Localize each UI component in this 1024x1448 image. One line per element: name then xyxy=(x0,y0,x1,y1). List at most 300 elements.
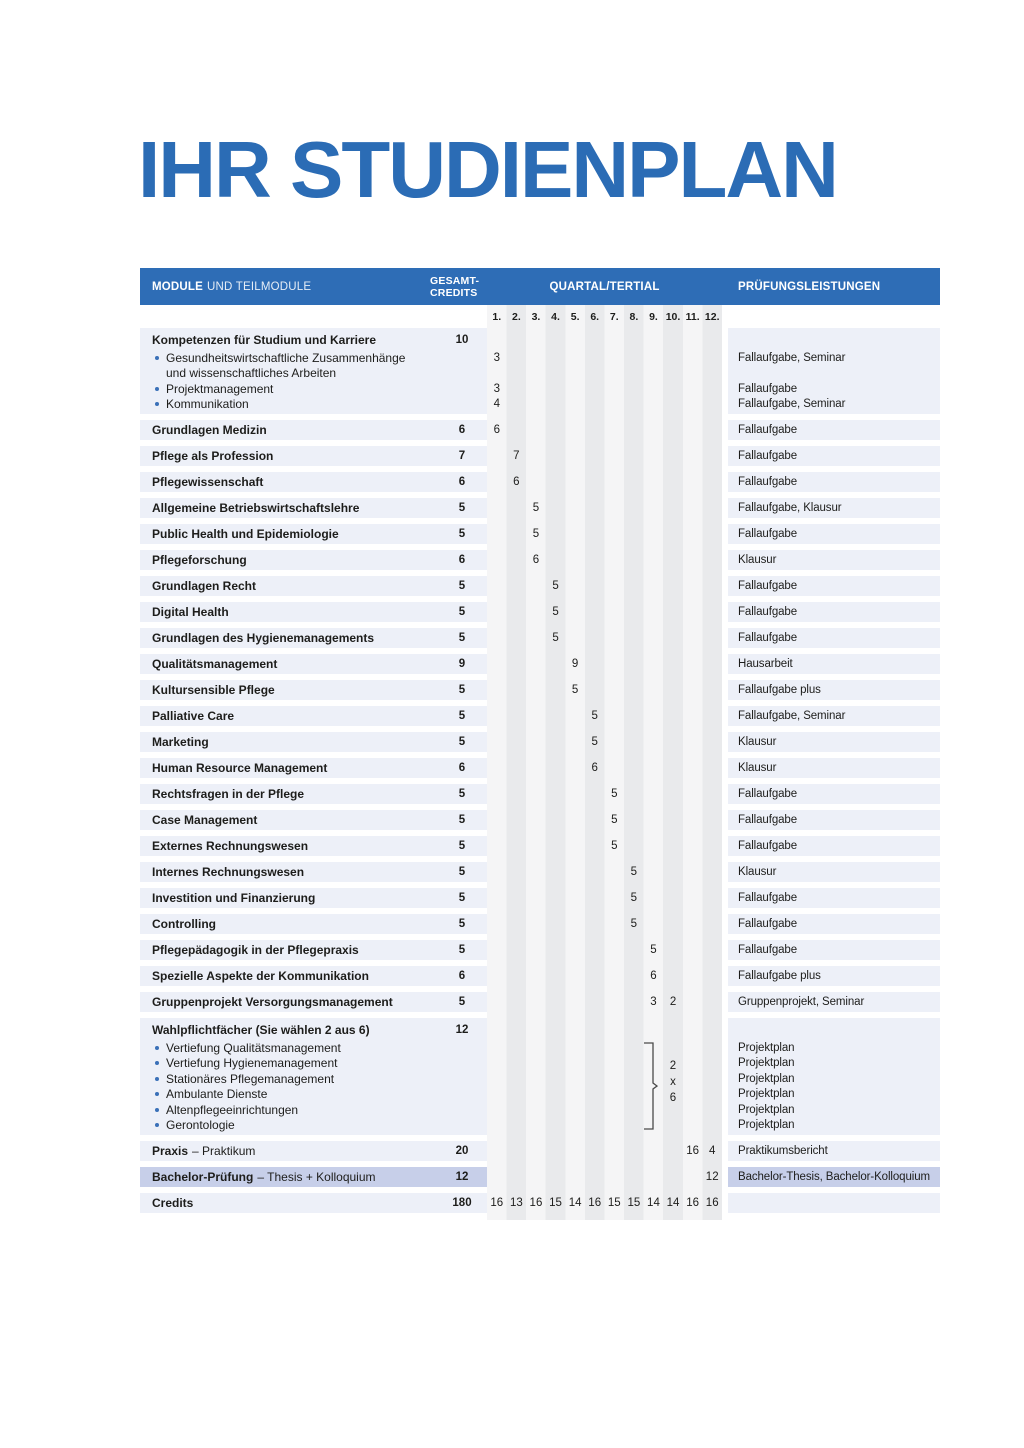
module-cell xyxy=(140,420,487,440)
module-text: Vertiefung Qualitätsmanagement xyxy=(166,1040,341,1055)
exam-line: Fallaufgabe xyxy=(738,892,797,904)
quartal-col-label: 7. xyxy=(609,310,619,323)
quartal-line xyxy=(487,602,722,622)
table-row xyxy=(140,654,940,674)
module-line xyxy=(140,628,487,648)
quartal-line xyxy=(487,576,722,596)
quartal-value: 14 xyxy=(568,1197,582,1209)
module-cell xyxy=(140,758,487,778)
module-title-text: Pflegewissenschaft xyxy=(152,475,264,489)
exam-line: Projektplan xyxy=(738,1072,795,1085)
exam-cell xyxy=(728,836,940,856)
module-title-text: Wahlpflichtfächer (Sie wählen 2 aus 6) xyxy=(152,1023,370,1037)
module-line xyxy=(140,1071,487,1087)
quartal-value: 6 xyxy=(650,970,657,982)
quartal-line xyxy=(487,350,722,366)
exam-line: Fallaufgabe xyxy=(738,788,797,800)
module-name xyxy=(140,1170,437,1184)
quartal-value: 15 xyxy=(627,1197,641,1209)
exam-line xyxy=(728,330,940,350)
studienplan-table xyxy=(140,268,940,1220)
quartal-cell xyxy=(487,328,722,414)
module-cell xyxy=(140,328,487,414)
bullet-icon xyxy=(155,1061,159,1065)
module-text: Ambulante Dienste xyxy=(166,1087,268,1102)
module-name xyxy=(140,813,437,827)
credits-value: 5 xyxy=(458,606,466,618)
module-name xyxy=(140,397,437,411)
table-row xyxy=(140,810,940,830)
quartal-value: 3 xyxy=(493,351,500,364)
module-line xyxy=(140,732,487,752)
module-line xyxy=(140,810,487,830)
exam-cell xyxy=(728,758,940,778)
module-name xyxy=(140,683,437,697)
module-cell xyxy=(140,1193,487,1213)
module-name xyxy=(140,579,437,593)
module-name xyxy=(140,917,437,931)
quartal-value: 7 xyxy=(513,450,520,462)
module-name xyxy=(140,501,437,515)
quartal-line xyxy=(487,966,722,986)
table-row xyxy=(140,1167,940,1187)
module-title-text: Externes Rechnungswesen xyxy=(152,839,309,853)
module-line xyxy=(140,888,487,908)
module-name xyxy=(140,631,437,645)
table-body xyxy=(140,328,940,1213)
module-line xyxy=(140,862,487,882)
module-line xyxy=(140,784,487,804)
module-line xyxy=(140,420,487,440)
quartal-line xyxy=(487,888,722,908)
exam-cell xyxy=(728,862,940,882)
module-line xyxy=(140,992,487,1012)
exam-cell xyxy=(728,732,940,752)
module-title-text: Pflegepädagogik in der Pflegepraxis xyxy=(152,943,359,957)
exam-line: Projektplan xyxy=(738,1119,795,1132)
module-line xyxy=(140,680,487,700)
module-cell xyxy=(140,784,487,804)
quartal-cell xyxy=(487,914,722,934)
credits-value: 180 xyxy=(452,1197,472,1209)
module-text: Gesundheitswirtschaftliche Zusammenhänge xyxy=(166,350,406,365)
quartal-line xyxy=(487,472,722,492)
quartal-value: 6 xyxy=(532,554,540,566)
quartal-line xyxy=(487,836,722,856)
module-text: Vertiefung Hygienemanagement xyxy=(166,1056,338,1071)
module-line xyxy=(140,940,487,960)
credits-value: 5 xyxy=(458,814,466,826)
quartal-col-label: 4. xyxy=(551,310,560,323)
module-name xyxy=(140,891,437,905)
credits-value: 10 xyxy=(455,334,469,346)
exam-line: Fallaufgabe xyxy=(738,840,797,852)
quartal-value: 5 xyxy=(532,502,540,514)
quartal-value: 5 xyxy=(532,528,540,540)
quartal-line xyxy=(487,784,722,804)
quartal-line xyxy=(487,397,722,413)
credits-value: 5 xyxy=(458,996,466,1008)
table-row xyxy=(140,992,940,1012)
module-line xyxy=(140,1087,487,1103)
table-row xyxy=(140,576,940,596)
module-name xyxy=(140,333,437,347)
module-title-text: Palliative Care xyxy=(152,709,235,723)
quartal-line xyxy=(487,680,722,700)
module-cell xyxy=(140,628,487,648)
module-cell xyxy=(140,836,487,856)
credits-value: 5 xyxy=(458,918,466,930)
module-line xyxy=(140,472,487,492)
module-name xyxy=(140,839,437,853)
quartal-value: 6 xyxy=(591,762,598,774)
quartal-cell xyxy=(487,524,722,544)
quartal-cell xyxy=(487,654,722,674)
module-line xyxy=(140,654,487,674)
quartal-line xyxy=(487,1102,722,1118)
module-line xyxy=(140,1141,487,1161)
header-credits-line1: GESAMT- xyxy=(430,274,480,287)
quartal-cell xyxy=(487,940,722,960)
credits-value: 7 xyxy=(458,450,466,462)
quartal-value: 9 xyxy=(571,658,579,670)
exam-line: Gruppenprojekt, Seminar xyxy=(738,996,865,1008)
module-name xyxy=(140,735,437,749)
exam-line xyxy=(728,1193,940,1213)
quartal-cell xyxy=(487,836,722,856)
quartal-value: 4 xyxy=(708,1145,716,1157)
table-row xyxy=(140,602,940,622)
exam-cell xyxy=(728,420,940,440)
quartal-cell xyxy=(487,888,722,908)
quartal-numbers-row xyxy=(140,305,940,328)
module-title-text: Case Management xyxy=(152,813,258,827)
exam-cell xyxy=(728,498,940,518)
module-name xyxy=(140,969,437,983)
module-title-text: Investition und Finanzierung xyxy=(152,891,316,905)
module-cell xyxy=(140,992,487,1012)
module-title-text: Gruppenprojekt Versorgungsmanagement xyxy=(152,995,393,1009)
module-line xyxy=(140,397,487,413)
exam-cell xyxy=(728,446,940,466)
exam-line: Fallaufgabe xyxy=(738,918,797,930)
exam-line: Fallaufgabe xyxy=(738,944,797,956)
bullet-icon xyxy=(155,1046,159,1050)
module-cell xyxy=(140,472,487,492)
exam-cell xyxy=(728,810,940,830)
module-line xyxy=(140,1040,487,1056)
table-row xyxy=(140,680,940,700)
credits-value: 12 xyxy=(455,1171,469,1183)
table-row xyxy=(140,940,940,960)
module-line xyxy=(140,446,487,466)
module-cell xyxy=(140,524,487,544)
credits-value: 5 xyxy=(458,684,466,696)
module-title-text: Spezielle Aspekte der Kommunikation xyxy=(152,969,369,983)
exam-cell xyxy=(728,628,940,648)
quartal-value: 3 xyxy=(650,996,657,1008)
bracket-label-line: x xyxy=(670,1076,676,1088)
module-title-text: Pflege als Profession xyxy=(152,449,274,463)
quartal-value: 16 xyxy=(705,1197,719,1209)
module-name xyxy=(140,1023,437,1037)
quartal-line xyxy=(487,862,722,882)
exam-line: Klausur xyxy=(738,866,777,878)
module-title-text: Grundlagen Recht xyxy=(152,579,257,593)
table-row xyxy=(140,420,940,440)
quartal-value: 16 xyxy=(588,1197,602,1209)
module-name xyxy=(140,527,437,541)
quartal-cell xyxy=(487,758,722,778)
credits-value: 5 xyxy=(458,502,466,514)
quartal-col-label: 5. xyxy=(570,310,580,323)
credits-value: 5 xyxy=(458,632,466,644)
module-line xyxy=(140,524,487,544)
quartal-cell xyxy=(487,966,722,986)
quartal-value: 5 xyxy=(552,632,559,644)
module-title-text: Controlling xyxy=(152,917,216,931)
quartal-value: 5 xyxy=(591,710,598,722)
table-row xyxy=(140,836,940,856)
quartal-col-label: 6. xyxy=(590,310,600,323)
module-title-text: Public Health und Epidemiologie xyxy=(152,527,339,541)
quartal-cell xyxy=(487,680,722,700)
exam-cell xyxy=(728,680,940,700)
exam-line: Fallaufgabe plus xyxy=(738,970,821,982)
module-name xyxy=(140,1087,437,1101)
quartal-line xyxy=(487,420,722,440)
module-cell xyxy=(140,914,487,934)
module-line xyxy=(140,1167,487,1187)
module-name xyxy=(140,351,437,365)
quartal-line xyxy=(487,446,722,466)
credits-value: 6 xyxy=(458,970,466,982)
quartal-col-label: 12. xyxy=(704,310,720,323)
exam-line: Klausur xyxy=(738,554,777,566)
exam-cell xyxy=(728,992,940,1012)
module-cell xyxy=(140,1018,487,1135)
exam-line: Fallaufgabe xyxy=(738,580,797,592)
bullet-icon xyxy=(155,1123,159,1127)
quartal-cell xyxy=(487,628,722,648)
quartal-line xyxy=(487,1167,722,1187)
module-title-text: Digital Health xyxy=(152,605,229,619)
quartal-line xyxy=(487,628,722,648)
quartal-cell xyxy=(487,992,722,1012)
table-row xyxy=(140,862,940,882)
bracket-label xyxy=(663,1058,683,1106)
quartal-value: 5 xyxy=(552,580,559,592)
quartal-value: 5 xyxy=(591,736,598,748)
module-cell xyxy=(140,706,487,726)
quartal-value: 13 xyxy=(509,1197,523,1209)
module-name xyxy=(140,1103,437,1117)
module-cell xyxy=(140,446,487,466)
module-title-text: Praxis xyxy=(152,1144,189,1158)
table-row xyxy=(140,914,940,934)
exam-cell xyxy=(728,524,940,544)
bullet-icon xyxy=(155,1092,159,1096)
module-title-text: Marketing xyxy=(152,735,209,749)
quartal-col-label: 1. xyxy=(492,310,502,323)
exam-line: Hausarbeit xyxy=(738,658,793,670)
quartal-cell xyxy=(487,576,722,596)
module-name xyxy=(140,943,437,957)
exam-cell xyxy=(728,654,940,674)
credits-value: 5 xyxy=(458,710,466,722)
module-name xyxy=(140,709,437,723)
module-name xyxy=(140,787,437,801)
quartal-line xyxy=(487,1118,722,1134)
exam-line xyxy=(728,366,940,382)
module-cell xyxy=(140,654,487,674)
exam-cell xyxy=(728,966,940,986)
module-text: Altenpflegeeinrichtungen xyxy=(166,1102,299,1117)
quartal-cell xyxy=(487,550,722,570)
quartal-value: 16 xyxy=(686,1145,700,1157)
module-line xyxy=(140,706,487,726)
quartal-value: 4 xyxy=(493,398,500,411)
exam-line: Klausur xyxy=(738,736,777,748)
quartal-line xyxy=(487,1056,722,1072)
quartal-line xyxy=(487,654,722,674)
quartal-cell xyxy=(487,706,722,726)
exam-line: Fallaufgabe xyxy=(738,476,797,488)
module-line xyxy=(140,366,487,382)
exam-cell xyxy=(728,576,940,596)
module-name xyxy=(140,1041,437,1055)
exam-line: Fallaufgabe xyxy=(738,424,797,436)
module-name xyxy=(140,1056,437,1070)
quartal-col-label: 2. xyxy=(511,310,521,323)
quartal-line xyxy=(487,498,722,518)
table-row xyxy=(140,1018,940,1135)
quartal-cell xyxy=(487,498,722,518)
module-text: – Thesis + Kolloquium xyxy=(257,1170,376,1184)
module-cell xyxy=(140,576,487,596)
table-row xyxy=(140,1141,940,1161)
quartal-line xyxy=(487,330,722,350)
quartal-value: 6 xyxy=(513,476,520,488)
quartal-line xyxy=(487,1071,722,1087)
credits-value: 6 xyxy=(458,554,466,566)
exam-line: Fallaufgabe, Seminar xyxy=(738,710,846,722)
quartal-cell xyxy=(487,810,722,830)
credits-value: 6 xyxy=(458,762,466,774)
module-name xyxy=(140,423,437,437)
quartal-cell xyxy=(487,602,722,622)
exam-line: Fallaufgabe, Klausur xyxy=(738,502,842,514)
module-cell xyxy=(140,888,487,908)
credits-value: 20 xyxy=(455,1145,469,1157)
module-line xyxy=(140,602,487,622)
exam-line: Fallaufgabe xyxy=(738,632,797,644)
module-cell xyxy=(140,680,487,700)
quartal-value: 5 xyxy=(630,866,638,878)
module-line xyxy=(140,836,487,856)
quartal-line xyxy=(487,1141,722,1161)
module-line xyxy=(140,576,487,596)
bracket-label-line: 6 xyxy=(669,1092,677,1104)
exam-line: Projektplan xyxy=(738,1103,795,1116)
module-title-text: Qualitätsmanagement xyxy=(152,657,278,671)
table-row xyxy=(140,888,940,908)
module-line xyxy=(140,1020,487,1040)
quartal-value: 16 xyxy=(529,1197,543,1209)
quartal-cell xyxy=(487,862,722,882)
credits-value: 5 xyxy=(458,892,466,904)
module-title-text: Kultursensible Pflege xyxy=(152,683,275,697)
exam-line: Fallaufgabe, Seminar xyxy=(738,351,846,364)
table-row xyxy=(140,732,940,752)
module-cell xyxy=(140,602,487,622)
header-gesamt-credits xyxy=(430,275,487,299)
exam-cell xyxy=(728,784,940,804)
quartal-col-label: 9. xyxy=(649,310,658,323)
exam-line: Projektplan xyxy=(738,1057,795,1070)
bullet-icon xyxy=(155,387,159,391)
table-row xyxy=(140,784,940,804)
exam-line: Fallaufgabe plus xyxy=(738,684,821,696)
exam-cell xyxy=(728,914,940,934)
quartal-line xyxy=(487,706,722,726)
quartal-line xyxy=(487,758,722,778)
module-line xyxy=(140,914,487,934)
module-title-text: Grundlagen Medizin xyxy=(152,423,267,437)
quartal-value: 14 xyxy=(666,1197,680,1209)
module-title-text: Pflegeforschung xyxy=(152,553,247,567)
module-cell xyxy=(140,1167,487,1187)
table-row xyxy=(140,446,940,466)
module-line xyxy=(140,758,487,778)
module-name xyxy=(140,657,437,671)
header-modules-rest: UND TEILMODULE xyxy=(207,280,312,293)
quartal-col-label: 10. xyxy=(665,310,681,323)
credits-value: 5 xyxy=(458,840,466,852)
exam-line: Klausur xyxy=(738,762,777,774)
module-cell xyxy=(140,810,487,830)
module-line xyxy=(140,498,487,518)
quartal-col-label: 11. xyxy=(685,310,700,323)
credits-value: 12 xyxy=(455,1024,469,1036)
quartal-line xyxy=(487,940,722,960)
module-text: Stationäres Pflegemanagement xyxy=(166,1071,335,1086)
table-row xyxy=(140,1193,940,1213)
table-row xyxy=(140,498,940,518)
table-row xyxy=(140,966,940,986)
quartal-cell xyxy=(487,420,722,440)
module-name xyxy=(140,995,437,1009)
exam-line: Projektplan xyxy=(738,1088,795,1101)
module-line xyxy=(140,1193,487,1213)
quartal-value: 15 xyxy=(549,1197,562,1209)
quartal-cell xyxy=(487,1193,722,1213)
module-cell xyxy=(140,498,487,518)
table-row xyxy=(140,758,940,778)
quartal-value: 3 xyxy=(493,382,500,395)
module-cell xyxy=(140,862,487,882)
quartal-cell xyxy=(487,1018,722,1135)
table-row xyxy=(140,550,940,570)
module-line xyxy=(140,550,487,570)
module-text: Gerontologie xyxy=(166,1118,235,1133)
module-line xyxy=(140,1056,487,1072)
module-text: Projektmanagement xyxy=(166,381,274,396)
table-header xyxy=(140,268,940,305)
credits-value: 5 xyxy=(458,788,466,800)
header-modules-bold: MODULE xyxy=(152,280,204,293)
bullet-icon xyxy=(155,356,159,360)
